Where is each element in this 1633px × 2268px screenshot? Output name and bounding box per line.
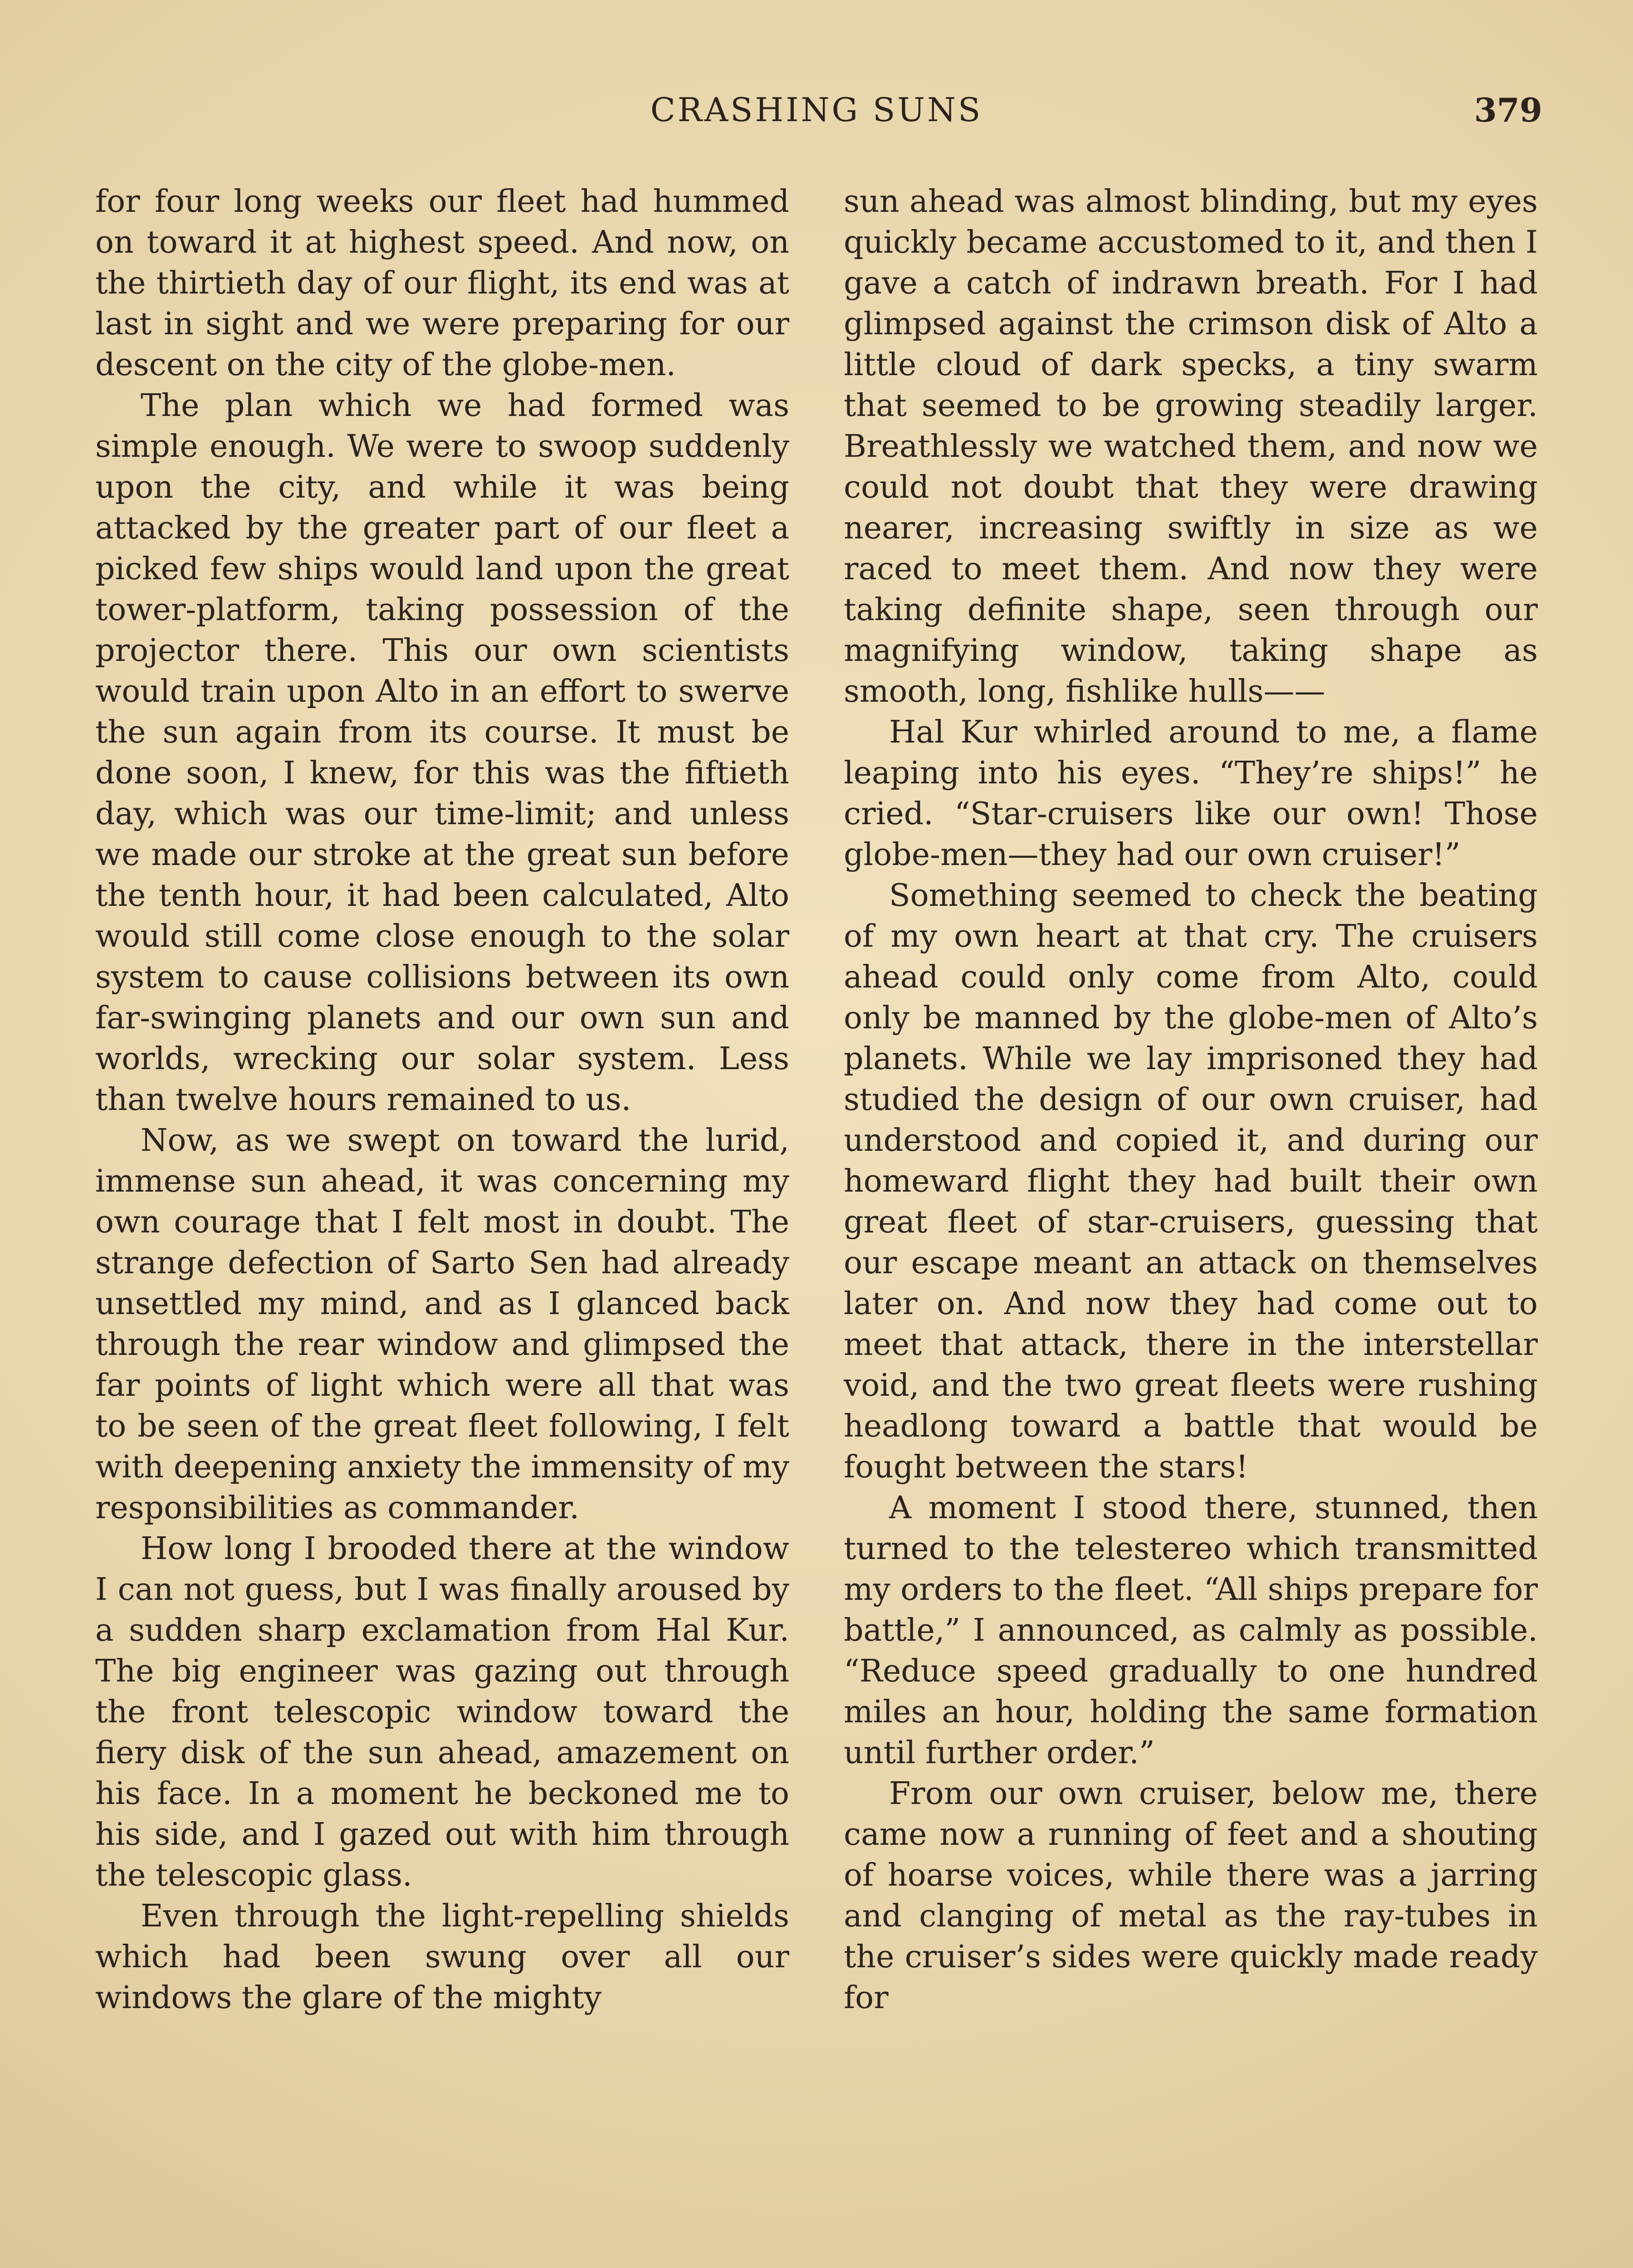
page-header: [91, 91, 1542, 127]
paragraph: A moment I stood there, stunned, then turned to the telestereo which transmitted my orders to the fleet. “All ships prepare for battle,” I announced, as calmly as possible. “Reduce speed gradually to one hundred miles an hour, holding the same formation until further order.”: [844, 1490, 1538, 1771]
paragraph: Hal Kur whirled around to me, a flame leaping into his eyes. “They’re ships!” he cried. “Star-cruisers like our own! Those globe-men—they had our own cruiser!”: [844, 714, 1538, 873]
text-columns: [95, 181, 1538, 2268]
left-column: [95, 181, 789, 2268]
paragraph: for four long weeks our fleet had hummed on toward it at highest speed. And now, on the thirtieth day of our flight, its end was at last in sight and we were preparing for our descent on the city of the globe-men.: [95, 184, 789, 383]
paragraph: Even through the light-repelling shields which had been swung over all our windows the glare of the mighty: [95, 1898, 789, 2016]
right-column: [844, 181, 1538, 2268]
paragraph: Now, as we swept on toward the lurid, immense sun ahead, it was concerning my own courage that I felt most in doubt. The strange defection of Sarto Sen had already unsettled my mind, and as I glanced back through the rear window and glimpsed the far points of light which were all that was to be seen of the great fleet following, I felt with deepening anxiety the immensity of my responsibilities as commander.: [95, 1123, 789, 1526]
paragraph: The plan which we had formed was simple enough. We were to swoop suddenly upon the city, and while it was being attacked by the greater part of our fleet a picked few ships would land upon the great tower-platform, taking possession of the projector there. This our own scientists would train upon Alto in an effort to swerve the sun again from its course. It must be done soon, I knew, for this was the fiftieth day, which was our time-limit; and unless we made our stroke at the great sun before the tenth hour, it had been calculated, Alto would still come close enough to the solar system to cause collisions between its own far-swinging planets and our own sun and worlds, wrecking our solar system. Less than twelve hours remained to us.: [95, 388, 789, 1118]
paragraph: sun ahead was almost blinding, but my eyes quickly became accustomed to it, and then I gave a catch of indrawn breath. For I had glimpsed against the crimson disk of Alto a little cloud of dark specks, a tiny swarm that seemed to be growing steadily larger. Breathlessly we watched them, and now we could not doubt that they were drawing nearer, increasing swiftly in size as we raced to meet them. And now they were taking definite shape, seen through our magnifying window, taking shape as smooth, long, fishlike hulls——: [844, 184, 1538, 709]
paragraph: From our own cruiser, below me, there came now a running of feet and a shouting of hoarse voices, while there was a jarring and clanging of metal as the ray-tubes in the cruiser’s sides were quickly made ready for: [844, 1776, 1538, 2016]
running-title: CRASHING SUNS: [650, 91, 983, 129]
paragraph: Something seemed to check the beating of my own heart at that cry. The cruisers ahead could only come from Alto, could only be manned by the globe-men of Alto’s planets. While we lay imprisoned they had studied the design of our own cruiser, had understood and copied it, and during our homeward flight they had built their own great fleet of star-cruisers, guessing that our escape meant an attack on themselves later on. And now they had come out to meet that attack, there in the interstellar void, and the two great fleets were rushing headlong toward a battle that would be fought between the stars!: [844, 878, 1538, 1485]
page-number: 379: [1474, 91, 1542, 129]
paragraph: How long I brooded there at the window I can not guess, but I was finally aroused by a sudden sharp exclamation from Hal Kur. The big engineer was gazing out through the front telescopic window toward the fiery disk of the sun ahead, amazement on his face. In a moment he beckoned me to his side, and I gazed out with him through the telescopic glass.: [95, 1531, 789, 1893]
